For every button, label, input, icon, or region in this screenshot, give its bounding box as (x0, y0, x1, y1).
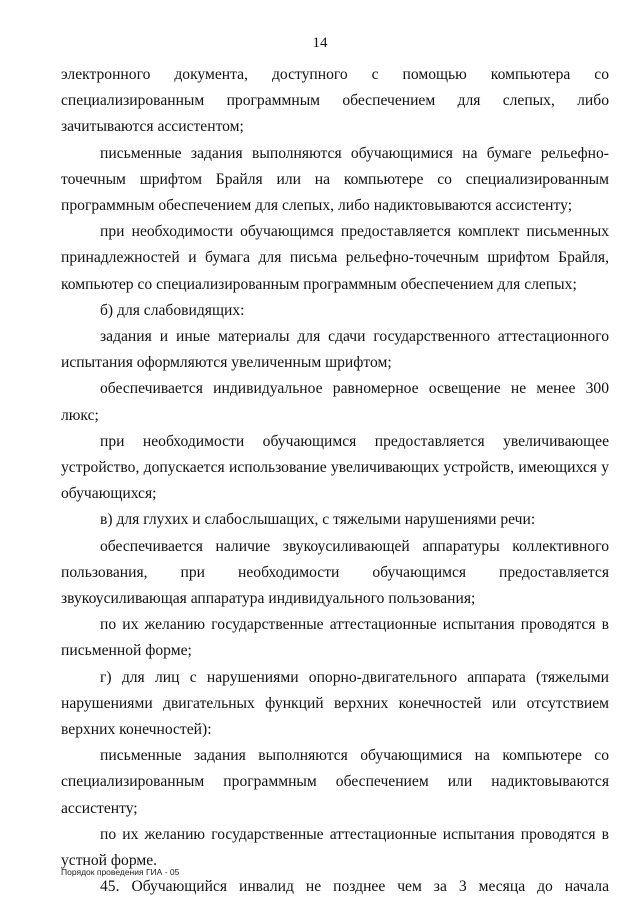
paragraph: электронного документа, доступного с помощью компьютера со специализированным программным обеспечением для слепых, либо зачитываются ассистентом; (61, 66, 609, 136)
paragraph: при необходимости обучающимся предоставляется комплект письменных принадлежностей и бумага для письма рельефно-точечным шрифтом Брайля, компьютер со специализированным программным обеспечением для слепых; (61, 223, 609, 293)
paragraph: 45. Обучающийся инвалид не позднее чем за 3 месяца до начала (100, 878, 609, 896)
paragraph: по их желанию государственные аттестационные испытания проводятся в письменной форме; (61, 616, 609, 660)
paragraph: обеспечивается наличие звукоусиливающей аппаратуры коллективного пользования, при необходимости обучающимся предоставляется звукоусиливающая аппаратура индивидуального пользования; (61, 537, 609, 608)
document-body (61, 62, 609, 901)
footer-note: Порядок проведения ГИА - 05 (61, 867, 180, 877)
paragraph: при необходимости обучающимся предоставляется увеличивающее устройство, допускается использование увеличивающих устройств, имеющихся у обучающихся; (61, 432, 609, 503)
paragraph: по их желанию государственные аттестационные испытания проводятся в устной форме. (61, 825, 609, 870)
paragraph: письменные задания выполняются обучающимися на компьютере со специализированным программным обеспечением или надиктовываются ассистенту; (61, 747, 609, 817)
paragraph: б) для слабовидящих: (100, 301, 245, 319)
paragraph: письменные задания выполняются обучающимися на бумаге рельефно-точечным шрифтом Брайля или на компьютере со специализированным программным обеспечением для слепых, либо надиктовываются ассистенту; (61, 144, 609, 215)
paragraph: в) для глухих и слабослышащих, с тяжелыми нарушениями речи: (100, 511, 536, 529)
paragraph: обеспечивается индивидуальное равномерное освещение не менее 300 люкс; (61, 380, 609, 424)
paragraph: г) для лиц с нарушениями опорно-двигательного аппарата (тяжелыми нарушениями двигательных функций верхних конечностей или отсутствием верхних конечностей): (61, 668, 609, 739)
paragraph: задания и иные материалы для сдачи государственного аттестационного испытания оформляются увеличенным шрифтом; (61, 328, 609, 372)
page-number: 14 (312, 35, 328, 51)
